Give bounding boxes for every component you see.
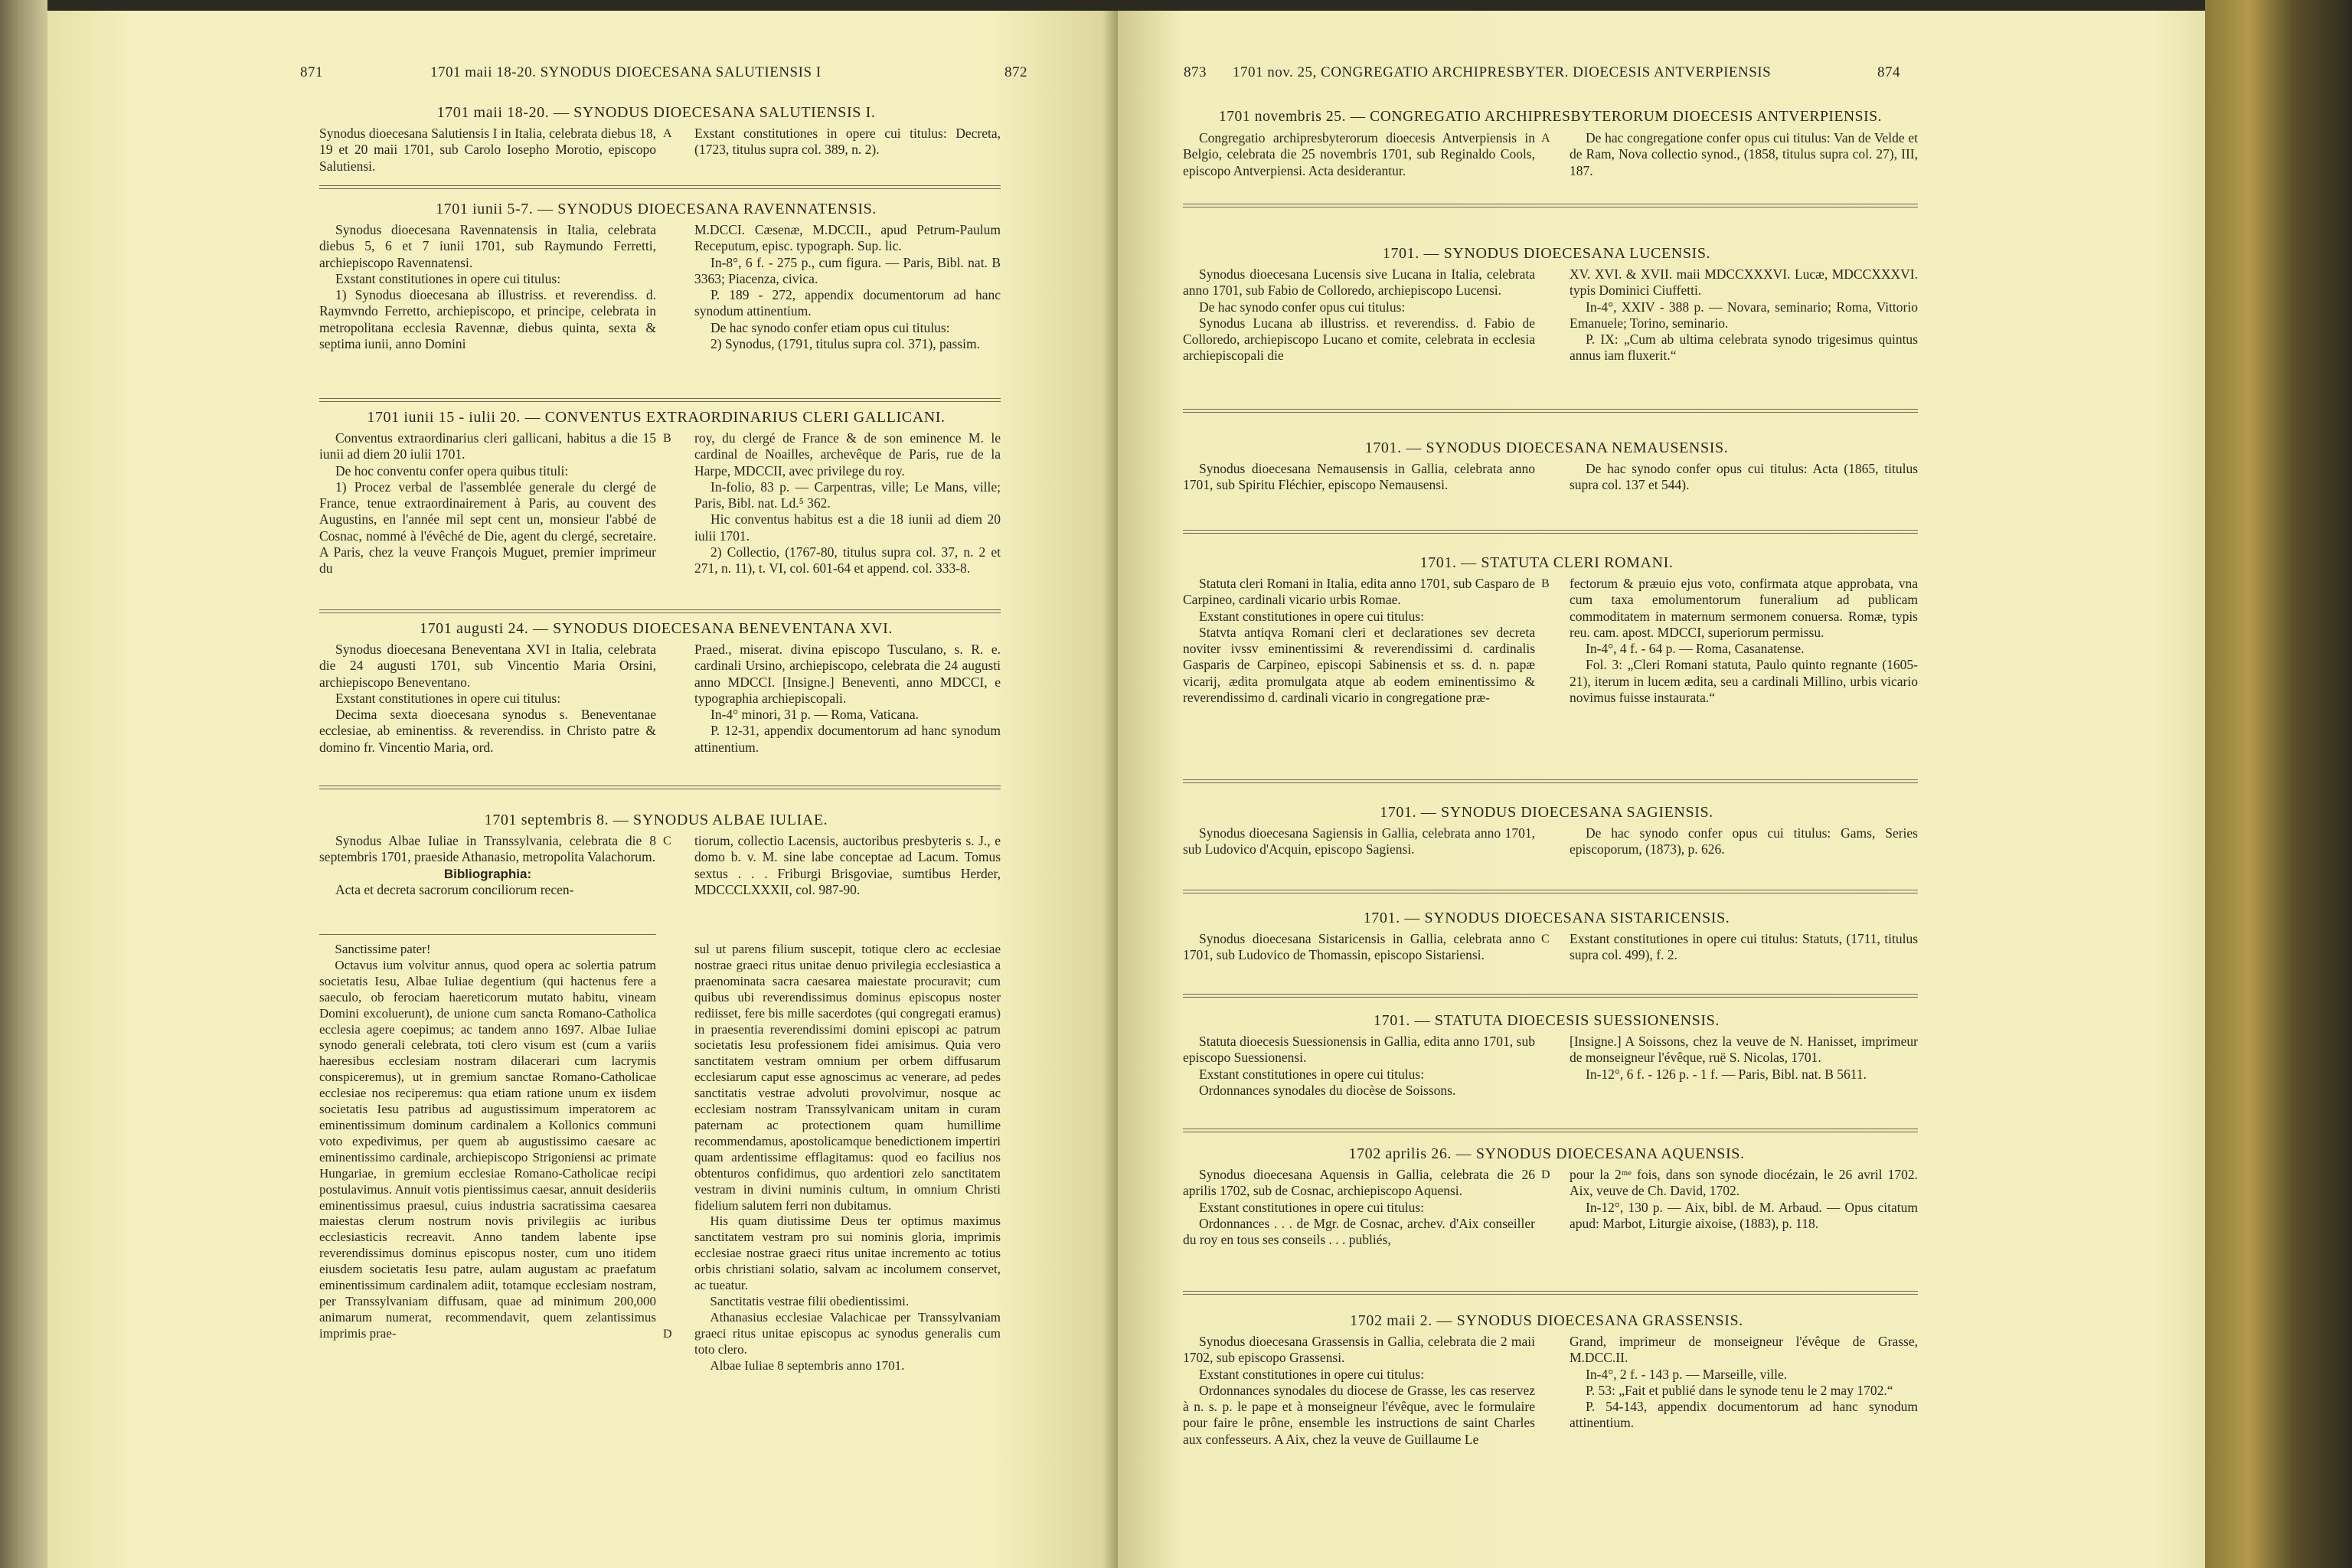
letter-salutation: Sanctissime pater! bbox=[335, 942, 431, 956]
paragraph: Synodus dioecesana Salutiensis I in Italia, celebrata diebus 18, 19 et 20 maii 1701, sub Carolo Iosepho Morotio, episcopo Salutiensi. bbox=[319, 126, 656, 174]
paragraph: De hac synodo confer etiam opus cui titulus: bbox=[710, 319, 950, 335]
paragraph: Decima sexta dioecesana synodus s. Beneventanae ecclesiae, ab eminentiss. & reverendiss. in Christo patre & domino fr. Vincentio Maria, ord. bbox=[319, 707, 656, 755]
section-col-b bbox=[1570, 825, 1918, 858]
paragraph: In-4° minori, 31 p. — Roma, Vaticana. bbox=[710, 707, 920, 723]
paragraph: Octavus ium volvitur annus, quod opera ac solertia patrum societatis Iesu, Albae Iuliae degentium (qui hactenus fere a saeculo, ob ferociam haereticorum mutato habitu, vineam Domini excoluerunt), de unione cum sancta Romano-Catholica ecclesia agere coepimus; ac tandem anno 1697. Albae Iuliae synodo generali celebrata, toti clero visum est (cum a variis haeresibus ecclesiam nostram dilacerari cum lacrymis conspiceremus), ut in gremium sanctae Romano-Catholicae ecclesiae nos reciperemus: qua etiam ratione unum ex iisdem societatis Iesu patribus ad augustissimum imperatorem ac eminentissimum dominum cardinalem a Kollonics communi voto expedivimus, per quem ab augustissimo caesare ac eminentissimo cardinale, archiepiscopo Strigoniensi ac primate Hungariae, in gremium ecclesiae Romano-Catholicae recipi postulavimus. Annuit votis pientissimus caesar, annuit desideriis eminentissimus praesul, cuius industria sacratissima caesarea maiestas clerum nostrum novis privilegiis ac iuribus ecclesiasticis recreavit. Anno tandem labente ipse reverendissimus dominus episcopus noster, cum uno itidem eiusdem societatis Iesu patre, aulam augustam ac praefatum eminentissimum cardinalem adiit, totamque ecclesiam nostram, per Transsylvaniam diffusam, quae ad minimum 200,000 animarum numerat, recommendavit, quem zelantissimus imprimis prae- bbox=[319, 957, 656, 1341]
paragraph: P. 53: „Fait et publié dans le synode tenu le 2 may 1702.“ bbox=[1586, 1382, 1893, 1398]
paragraph: Exstant constitutiones in opere cui titulus: bbox=[1199, 608, 1425, 624]
paragraph: Synodus Lucana ab illustriss. et reverendiss. d. Fabio de Colloredo, archiepiscopo Lucano et comite, celebrata in ecclesia archiepiscopali die bbox=[1183, 315, 1535, 364]
section-title: 1701. — STATUTA CLERI ROMANI. bbox=[1419, 554, 1674, 571]
section-title: 1701. — SYNODUS DIOECESANA SISTARICENSIS. bbox=[1363, 910, 1730, 926]
paragraph: Ordonnances synodales du diocèse de Soissons. bbox=[1199, 1082, 1456, 1098]
paragraph: In-4°, 2 f. - 143 p. — Marseille, ville. bbox=[1586, 1366, 1788, 1382]
section-title: 1701 iunii 5-7. — SYNODUS DIOECESANA RAVENNATENSIS. bbox=[436, 201, 877, 217]
paragraph: De hoc conventu confer opera quibus tituli: bbox=[335, 462, 569, 479]
paragraph: Praed., miserat. divina episcopo Tusculano, s. R. e. cardinali Ursino, archiepiscopo, celebrata die 24 augusti anno MDCCI. [Insigne.] Beneventi, anno MDCCI, e typographia archiepiscopali. bbox=[694, 642, 1001, 706]
paragraph: [Insigne.] A Soissons, chez la veuve de N. Hanisset, imprimeur de monseigneur l'évêque, ruë S. Nicolas, 1701. bbox=[1570, 1034, 1918, 1066]
paragraph: Synodus dioecesana Nemausensis in Gallia, celebrata anno 1701, sub Spiritu Fléchier, episcopo Nemausensi. bbox=[1183, 461, 1535, 493]
section-col-a bbox=[1183, 1034, 1535, 1099]
section-col-a bbox=[1183, 576, 1535, 706]
left-page bbox=[47, 11, 1118, 1568]
section-col-a bbox=[1183, 1167, 1535, 1248]
margin-marker: C bbox=[663, 835, 671, 848]
paragraph: In-8°, 6 f. - 275 p., cum figura. — Paris, Bibl. nat. B 3363; Piacenza, civica. bbox=[694, 254, 1001, 286]
section-rule bbox=[1183, 890, 1918, 893]
section-col-b bbox=[1570, 461, 1918, 494]
paragraph: 2) Collectio, (1767-80, titulus supra col. 37, n. 2 et 271, n. 11), t. VI, col. 601-64 et append. col. 333-8. bbox=[694, 544, 1001, 577]
page-number-873: 873 bbox=[1184, 64, 1207, 80]
paragraph: M.DCCI. Cæsenæ, M.DCCII., apud Petrum-Paulum Receputum, episc. typograph. Sup. lic. bbox=[694, 222, 1001, 254]
section-title: 1701. — SYNODUS DIOECESANA LUCENSIS. bbox=[1382, 245, 1711, 262]
paragraph: Exstant constitutiones in opere cui titulus: bbox=[335, 270, 561, 286]
book-page-edges bbox=[0, 0, 47, 1568]
section-col-b bbox=[694, 126, 1001, 158]
paragraph: Exstant constitutiones in opere cui titulus: bbox=[1199, 1066, 1425, 1082]
paragraph: tiorum, collectio Lacensis, auctoribus presbyteris s. J., e domo b. v. M. sine labe conceptae ad Lacum. Tomus sextus . . . Friburgi Brisgoviae, sumtibus Herder, MDCCCLXXXII, col. 987-90. bbox=[694, 833, 1001, 897]
paragraph: pour la 2ᵐᵉ fois, dans son synode diocézain, le 26 avril 1702. Aix, veuve de Ch. David, 1702. bbox=[1570, 1167, 1918, 1199]
section-rule bbox=[1183, 1129, 1918, 1132]
section-rule bbox=[1183, 204, 1918, 207]
paragraph: Exstant constitutiones in opere cui titulus: Decreta, (1723, titulus supra col. 389, n. 2). bbox=[694, 126, 1001, 158]
paragraph: Statuta dioecesis Suessionensis in Gallia, edita anno 1701, sub episcopo Suessionensi. bbox=[1183, 1034, 1535, 1066]
paragraph: Exstant constitutiones in opere cui titulus: bbox=[1199, 1199, 1425, 1215]
section-title: 1701. — SYNODUS DIOECESANA SAGIENSIS. bbox=[1380, 804, 1713, 821]
paragraph: Synodus dioecesana Lucensis sive Lucana in Italia, celebrata anno 1701, sub Fabio de Colloredo, archiepiscopo Lucensi. bbox=[1183, 266, 1535, 299]
section-col-a bbox=[1183, 825, 1535, 858]
section-col-a bbox=[1183, 461, 1535, 494]
paragraph: P. IX: „Cum ab ultima celebrata synodo trigesimus quintus annus iam fluxerit.“ bbox=[1570, 332, 1918, 364]
paragraph: Synodus dioecesana Sistaricensis in Gallia, celebrata anno 1701, sub Ludovico de Thomassin, episcopo Sistariensi. bbox=[1183, 931, 1535, 963]
paragraph: Exstant constitutiones in opere cui titulus: bbox=[335, 690, 561, 706]
paragraph: P. 54-143, appendix documentorum ad hanc synodum attinentium. bbox=[1570, 1399, 1918, 1431]
paragraph: De hac synodo confer opus cui titulus: Acta (1865, titulus supra col. 137 et 544). bbox=[1570, 461, 1918, 493]
paragraph: Exstant constitutiones in opere cui titulus: Statuts, (1711, titulus supra col. 499), f. 2. bbox=[1570, 931, 1918, 963]
paragraph: Conventus extraordinarius cleri gallicani, habitus a die 15 iunii ad diem 20 iulii 1701. bbox=[319, 430, 656, 462]
section-col-b bbox=[694, 833, 1001, 898]
section-col-b bbox=[694, 430, 1001, 577]
paragraph: De hac synodo confer opus cui titulus: Gams, Series episcoporum, (1873), p. 626. bbox=[1570, 825, 1918, 858]
paragraph: In-12°, 130 p. — Aix, bibl. de M. Arbaud. — Opus citatum apud: Marbot, Liturgie aixoise, (1883), p. 118. bbox=[1570, 1199, 1918, 1231]
section-rule bbox=[319, 185, 1001, 189]
section-rule bbox=[1183, 409, 1918, 413]
margin-marker: D bbox=[663, 1328, 672, 1341]
section-rule bbox=[319, 609, 1001, 613]
page-number-872: 872 bbox=[1004, 64, 1027, 80]
paragraph: Synodus dioecesana Ravennatensis in Italia, celebrata diebus 5, 6 et 7 iunii 1701, sub Raymundo Ferretti, archiepiscopo Ravennatensi. bbox=[319, 222, 656, 270]
section-rule bbox=[319, 398, 1001, 402]
paragraph: Ordonnances . . . de Mgr. de Cosnac, archev. d'Aix conseiller du roy en tous ses conseils . . . publiés, bbox=[1183, 1215, 1535, 1248]
section-rule bbox=[319, 934, 656, 935]
paragraph: In-12°, 6 f. - 126 p. - 1 f. — Paris, Bibl. nat. B 5611. bbox=[1586, 1066, 1867, 1082]
paragraph: 1) Procez verbal de l'assemblée generale du clergé de France, tenue extraordinairement à Paris, au couvent des Augustins, en l'année mil sept cent un, monsieur l'abbé de Cosnac, nommé à l'évêché de Die, agent du clergé, secretaire. A Paris, chez la veuve François Muguet, premier imprimeur du bbox=[319, 479, 656, 577]
paragraph: Synodus dioecesana Aquensis in Gallia, celebrata die 26 aprilis 1702, sub de Cosnac, archiepiscopo Aquensi. bbox=[1183, 1167, 1535, 1199]
paragraph: Sanctitatis vestrae filii obedientissimi. bbox=[710, 1293, 910, 1308]
paragraph: Grand, imprimeur de monseigneur l'évêque de Grasse, M.DCC.II. bbox=[1570, 1334, 1918, 1366]
section-col-a bbox=[319, 642, 656, 756]
section-rule bbox=[1183, 1291, 1918, 1295]
paragraph: In-4°, XXIV - 388 p. — Novara, seminario; Roma, Vittorio Emanuele; Torino, seminario. bbox=[1570, 299, 1918, 331]
paragraph: 2) Synodus, (1791, titulus supra col. 371), passim. bbox=[710, 336, 980, 352]
paragraph: Statuta cleri Romani in Italia, edita anno 1701, sub Casparo de Carpineo, cardinali vicario urbis Romae. bbox=[1183, 576, 1535, 608]
paragraph: Fol. 3: „Cleri Romani statuta, Paulo quinto regnante (1605-21), iterum in lucem ædita, seu a cardinali Millino, urbis vicario novimus fuisse instaurata.“ bbox=[1570, 657, 1918, 706]
section-col-b bbox=[1570, 130, 1918, 179]
section-col-b bbox=[1570, 1167, 1918, 1232]
section-title: 1701 augusti 24. — SYNODUS DIOECESANA BENEVENTANA XVI. bbox=[419, 620, 893, 637]
section-col-a bbox=[1183, 130, 1535, 179]
section-col-a bbox=[319, 430, 656, 577]
page-number-874: 874 bbox=[1877, 64, 1900, 80]
section-col-b bbox=[694, 222, 1001, 352]
section-title: 1701 maii 18-20. — SYNODUS DIOECESANA SALUTIENSIS I. bbox=[436, 104, 876, 121]
paragraph: XV. XVI. & XVII. maii MDCCXXXVI. Lucæ, MDCCXXXVI. typis Dominici Ciuffetti. bbox=[1570, 266, 1918, 299]
paragraph: Synodus dioecesana Sagiensis in Gallia, celebrata anno 1701, sub Ludovico d'Acquin, episcopo Sagiensi. bbox=[1183, 825, 1535, 858]
paragraph: Synodus Albae Iuliae in Transsylvania, celebrata die 8 septembris 1701, praeside Athanasio, metropolita Valachorum. bbox=[319, 833, 656, 865]
paragraph: Hic conventus habitus est a die 18 iunii ad diem 20 iulii 1701. bbox=[694, 511, 1001, 544]
section-col-b bbox=[1570, 931, 1918, 964]
paragraph: Exstant constitutiones in opere cui titulus: bbox=[1199, 1366, 1425, 1382]
section-rule bbox=[1183, 994, 1918, 998]
paragraph: sul ut parens filium suscepit, totique clero ac ecclesiae nostrae graeci ritus unitae denuo privilegia ecclesiastica a praenominata sacra caesarea maiestate procuravit; cum quibus ubi reverendissimus dominus episcopus noster rediisset, fere bis mille sacerdotes (qui congregati eramus) in praesentia reverendissimi domini episcopi ac patrum societatis Iesu professionem fidei amisimus. Quia vero sanctitatem vestram omnium per orbem diffusarum ecclesiarum caput esse agnoscimus ac venerare, ad pedes sanctitatis vestrae advoluti provolvimur, nosque ac ecclesiam nostram Transsylvanicam unitam in curam paternam ac protectionem quam humillime recommendamus, apostolicamque benedictionem impertiri quam ardentissime efflagitamus: quod eo facilius nos obtenturos confidimus, quo ardentiori zelo sanctitatem vestram in divini numinis cultum, in omnium Christi fidelium salutem ferri non dubitamus. bbox=[694, 942, 1001, 1213]
section-col-b bbox=[694, 642, 1001, 756]
section-col-b bbox=[1570, 576, 1918, 706]
paragraph: Athanasius ecclesiae Valachicae per Transsylvaniam graeci ritus unitae episcopus ac synodus generalis cum toto clero. bbox=[694, 1309, 1001, 1357]
paragraph: De hac synodo confer opus cui titulus: bbox=[1199, 299, 1406, 315]
margin-marker: D bbox=[1541, 1168, 1550, 1181]
paragraph: fectorum & præuio ejus voto, confirmata atque approbata, vna cum taxa emolumentorum funeralium ad publicam commoditatem in maternum sermonem conuersa. Romæ, typis reu. cam. apost. MDCCI, superiorum permissu. bbox=[1570, 576, 1918, 640]
margin-marker: C bbox=[1541, 933, 1550, 946]
letter-col-a bbox=[319, 942, 656, 1342]
section-col-a bbox=[1183, 1334, 1535, 1448]
section-title: 1701. — STATUTA DIOECESIS SUESSIONENSIS. bbox=[1374, 1012, 1720, 1029]
running-head-right: 1701 nov. 25, CONGREGATIO ARCHIPRESBYTER. DIOECESIS ANTVERPIENSIS bbox=[1233, 64, 1772, 80]
paragraph: Statvta antiqva Romani cleri et declarationes sev decreta noviter ivssv eminentissimi & reverendissimi d. cardinalis Gasparis de Carpineo, episcopi Sabinensis et ss. d. n. papæ vicarij, ædita promulgata atque ab eodem eminentissimo & reverendissimo d. cardinali vicario in congregatione præ- bbox=[1183, 624, 1535, 706]
section-col-a bbox=[1183, 931, 1535, 964]
margin-marker: B bbox=[1541, 577, 1550, 590]
margin-marker: A bbox=[1541, 132, 1550, 145]
section-title: 1701 septembris 8. — SYNODUS ALBAE IULIAE. bbox=[484, 812, 828, 828]
paragraph: roy, du clergé de France & de son eminence M. le cardinal de Noailles, archevêque de Paris, rue de la Harpe, MDCCII, avec privilege du roy. bbox=[694, 430, 1001, 479]
section-col-a bbox=[319, 126, 656, 175]
section-title: 1701 novembris 25. — CONGREGATIO ARCHIPRESBYTERORUM DIOECESIS ANTVERPIENSIS. bbox=[1218, 109, 1883, 125]
section-title: 1702 aprilis 26. — SYNODUS DIOECESANA AQUENSIS. bbox=[1348, 1145, 1745, 1162]
paragraph: P. 189 - 272, appendix documentorum ad hanc synodum attinentium. bbox=[694, 287, 1001, 319]
paragraph: Synodus dioecesana Beneventana XVI in Italia, celebrata die 24 augusti 1701, sub Vincentio Maria Orsini, archiepiscopo Beneventano. bbox=[319, 642, 656, 690]
running-head-left: 1701 maii 18-20. SYNODUS DIOECESANA SALUTIENSIS I bbox=[430, 64, 822, 80]
bibliographia-heading: Bibliographia: bbox=[443, 866, 532, 881]
page-number-871: 871 bbox=[300, 64, 323, 80]
section-rule bbox=[319, 786, 1001, 789]
margin-marker: B bbox=[663, 432, 671, 445]
book-binding bbox=[2205, 0, 2352, 1568]
section-col-a bbox=[319, 222, 656, 352]
section-col-b bbox=[1570, 1034, 1918, 1083]
section-title: 1701. — SYNODUS DIOECESANA NEMAUSENSIS. bbox=[1364, 439, 1729, 456]
paragraph: De hac congregatione confer opus cui titulus: Van de Velde et de Ram, Nova collectio synod., (1858, titulus supra col. 27), III, 187. bbox=[1570, 130, 1918, 178]
paragraph: In-folio, 83 p. — Carpentras, ville; Le Mans, ville; Paris, Bibl. nat. Ld.⁵ 362. bbox=[694, 479, 1001, 511]
section-col-a bbox=[1183, 266, 1535, 364]
section-col-b bbox=[1570, 266, 1918, 364]
margin-marker: A bbox=[663, 127, 672, 140]
paragraph: Acta et decreta sacrorum conciliorum recen- bbox=[335, 881, 574, 897]
paragraph: 1) Synodus dioecesana ab illustriss. et reverendiss. d. Raymvndo Ferretto, archiepiscopo, et principe, celebrata in metropolitana ecclesia Ravennæ, diebus quinta, sexta & septima iunii, anno Domini bbox=[319, 287, 656, 352]
section-rule bbox=[1183, 530, 1918, 534]
section-rule bbox=[1183, 779, 1918, 783]
paragraph: In-4°, 4 f. - 64 p. — Roma, Casanatense. bbox=[1586, 641, 1805, 657]
section-title: 1701 iunii 15 - iulii 20. — CONVENTUS EXTRAORDINARIUS CLERI GALLICANI. bbox=[367, 409, 946, 426]
section-col-a bbox=[319, 833, 656, 898]
right-page bbox=[1118, 11, 2220, 1568]
section-col-b bbox=[1570, 1334, 1918, 1432]
paragraph: Congregatio archipresbyterorum dioecesis Antverpiensis in Belgio, celebrata die 25 novembris 1701, sub Reginaldo Cools, episcopo Antverpiensi. Acta desiderantur. bbox=[1183, 130, 1535, 178]
paragraph: P. 12-31, appendix documentorum ad hanc synodum attinentium. bbox=[694, 723, 1001, 755]
section-title: 1702 maii 2. — SYNODUS DIOECESANA GRASSENSIS. bbox=[1350, 1312, 1743, 1329]
paragraph: His quam diutissime Deus ter optimus maximus sanctitatem vestram pro sui nominis gloria, imprimis ecclesiae nostrae graeci ritus unitae incremento ac totius orbis christiani solatio, salvam ac incolumem conservet, ac tueatur. bbox=[694, 1214, 1001, 1293]
paragraph: Ordonnances synodales du diocese de Grasse, les cas reservez à n. s. p. le pape et à monseigneur l'évêque, avec le formulaire pour faire le prône, ensemble les instructions de saint Charles aux confesseurs. A Aix, chez la veuve de Guillaume Le bbox=[1183, 1382, 1535, 1447]
paragraph: Albae Iuliae 8 septembris anno 1701. bbox=[710, 1357, 905, 1373]
paragraph: Synodus dioecesana Grassensis in Gallia, celebrata die 2 maii 1702, sub episcopo Grassensi. bbox=[1183, 1334, 1535, 1366]
letter-col-b bbox=[694, 942, 1001, 1374]
